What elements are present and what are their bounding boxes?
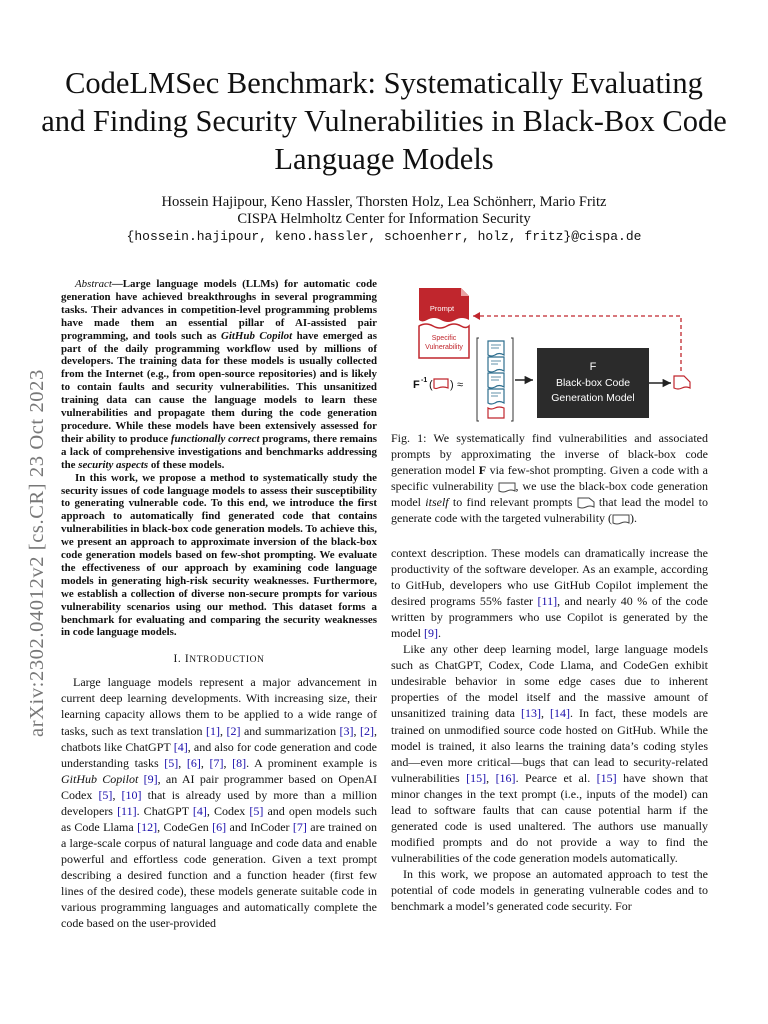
model-f-label: F (589, 361, 597, 373)
introduction-body (61, 674, 377, 931)
approx-symbol: ≈ (457, 379, 464, 391)
stack-bracket-left (477, 338, 479, 421)
citation-link[interactable]: [11] (117, 803, 137, 818)
prompt-document-icon (419, 288, 469, 322)
inverse-close-paren: ) (450, 379, 454, 391)
introduction-paragraph-1: Large language models represent a major advancement in current deep learning developments. With increasing size, their learning capacity allows them to be applied to a wide range of tasks, such as text translation [1], [2] and summarization [3], [2], chatbots like ChatGPT [4], and also for code generation and code understanding tasks [5], [6], [7], [8]. A prominent example is GitHub Copilot [9], an AI pair programmer based on OpenAI Codex [5], [10] that is already used by more than a million developers [11]. ChatGPT [4], Codex [5] and open models such as Code Llama [12], CodeGen [6] and InCoder [7] are trained on a large-scale corpus of natural language and code data and enable powerful and effortless code generation. Given a text prompt describing a desired function and a function header (first few lines of the desired code), these models generate suitable code in various programming languages and automatically complete the code based on the user-provided (61, 675, 378, 931)
citation-link[interactable]: [10] (121, 787, 142, 802)
abstract-label: Abstract (75, 278, 112, 290)
citation-link[interactable]: [14] (550, 706, 571, 721)
right-paragraph-3: In this work, we propose an automated approach to test the potential of code models in generating vulnerable codes and to benchmark a model’s generated code security. For (391, 866, 708, 914)
citation-link[interactable]: [8] (232, 755, 247, 770)
abstract-dash: — (111, 278, 123, 290)
affiliation: CISPA Helmholtz Center for Information Security (237, 211, 531, 227)
citation-link[interactable]: [7] (292, 819, 307, 834)
right-paragraph-1: context description. These models can dramatically increase the productivity of the software developer. As an example, according to GitHub, developers who use GitHub Copilot implement the desired programs 55% faster [11], and nearly 40 % of the code written by programmers who use Copilot is generated by the model [9]. (391, 546, 708, 641)
few-shot-examples-stack (488, 341, 504, 418)
figure-1-diagram (391, 278, 708, 428)
citation-link[interactable]: [5] (98, 787, 113, 802)
inverse-open-paren: ( (429, 379, 433, 391)
vulnerability-document-icon (419, 324, 469, 358)
model-label-line-1: Black-box Code (555, 377, 631, 389)
feedback-arrowhead (473, 312, 480, 320)
abstract (61, 278, 377, 639)
vulnerability-glyph-icon (612, 513, 630, 525)
author-emails: {hossein.hajipour, keno.hassler, schoenherr, holz, fritz}@cispa.de (126, 229, 642, 244)
citation-link[interactable]: [16] (495, 770, 516, 785)
vulnerability-label-line-1: Specific (431, 335, 457, 342)
citation-link[interactable]: [2] (360, 723, 375, 738)
output-prompt-icon (674, 376, 690, 389)
inverse-f-label: F (413, 379, 420, 391)
abstract-paragraph-2: In this work, we propose a method to systematically study the security issues of code language models to assess their susceptibility to generating vulnerable code. To this end, we introduce the first approach to automatically find generated code that contains vulnerabilities in black-box code generation models. To achieve this, we present an approach to approximate inversion of the black-box code generation models based on few-shot prompting. We evaluate the effectiveness of our approach by examining code language models in generating high-risk security weaknesses. Furthermore, we establish a collection of diverse non-secure prompts for various vulnerability scenarios using our method. This dataset forms a benchmark for evaluating and comparing the security weaknesses in code language models. (61, 471, 377, 639)
citation-link[interactable]: [4] (173, 739, 188, 754)
paper-title: CodeLMSec Benchmark: Systematically Evaluating and Finding Security Vulnerabilities in Black-Box Code Language Models (41, 66, 727, 176)
vulnerability-glyph-icon (498, 481, 516, 493)
citation-link[interactable]: [7] (209, 755, 224, 770)
citation-link[interactable]: [6] (212, 819, 227, 834)
citation-link[interactable]: [1] (206, 723, 220, 738)
citation-link[interactable]: [13] (521, 706, 541, 721)
figure-1 (391, 278, 708, 428)
citation-link[interactable]: [15] (596, 770, 617, 785)
author-list: Hossein Hajipour, Keno Hassler, Thorsten Holz, Lea Schönherr, Mario Fritz (161, 194, 607, 210)
inverse-superscript: -1 (421, 377, 428, 384)
right-column (391, 278, 708, 914)
citation-link[interactable]: [2] (226, 723, 241, 738)
section-heading-introduction: I. INTRODUCTION (173, 653, 265, 666)
citation-link[interactable]: [5] (249, 803, 264, 818)
vulnerability-label-line-2: Vulnerability (425, 344, 463, 351)
citation-link[interactable]: [9] (143, 771, 158, 786)
right-body (391, 545, 708, 914)
prompt-label: Prompt (429, 304, 455, 313)
stack-bracket-right (511, 338, 513, 421)
citation-link[interactable]: [9] (424, 626, 438, 641)
citation-link[interactable]: [15] (466, 770, 487, 785)
model-label-line-2: Generation Model (551, 392, 635, 404)
inverse-vuln-glyph (434, 379, 448, 389)
citation-link[interactable]: [6] (186, 755, 201, 770)
abstract-p1-body: Large language models (LLMs) for automatic code generation have achieved breakthroughs in several programming tasks. Their advances in competition-level programming problems have made them an essential pillar of AI-assisted pair programming, and tools such as GitHub Copilot have emerged as part of the daily programming workflow used by millions of developers. The training data for these models is usually collected from the Internet (e.g., from open-source repositories) and is likely to contain faults and security vulnerabilities. This unsanitized training data can cause the language models to learn these vulnerabilities and propagate them during the code generation procedure. While these models have been extensively assessed for their ability to produce functionally correct programs, there remains a lack of comprehensive investigations and benchmarks addressing the security aspects of these models. (61, 278, 377, 471)
figure-1-caption: Fig. 1: We systematically find vulnerabilities and associated prompts by approximating the inverse of black-box code generation model F via few-shot prompting. Given a code with a specific vulnerability , we use the black-box code generation model itself to find relevant prompts that lead the model to generate code with the targeted vulnerability ( ). (391, 431, 709, 525)
citation-link[interactable]: [11] (537, 594, 558, 609)
citation-link[interactable]: [12] (137, 819, 158, 834)
left-column (61, 278, 377, 931)
abstract-paragraph-1 (61, 278, 377, 472)
prompt-glyph-icon (577, 497, 595, 509)
arxiv-identifier: arXiv:2302.04012v2 [cs.CR] 23 Oct 2023 (26, 369, 48, 737)
citation-link[interactable]: [4] (192, 803, 207, 818)
citation-link[interactable]: [5] (164, 755, 179, 770)
right-paragraph-2: Like any other deep learning model, large language models such as ChatGPT, Codex, Code Llama, and CodeGen exhibit undesirable behavior in some edge cases due to inherent properties of the model itself and the massive amount of unsanitized training data [13], [14]. In fact, these models are trained on unmodified source code hosted on GitHub. While the model is trained, it also learns the training data’s coding styles and—even more critical—bugs that can lead to security-related vulnerabilities [15], [16]. Pearce et al. [15] have shown that minor changes in the text prompt (i.e., inputs of the model) can lead to software faults that can cause potential harm if the generated code is used unaltered. The authors use manually modified prompts and do not provide a way to find the vulnerabilities of the code generation models automatically. (391, 642, 709, 865)
citation-link[interactable]: [3] (339, 723, 354, 738)
